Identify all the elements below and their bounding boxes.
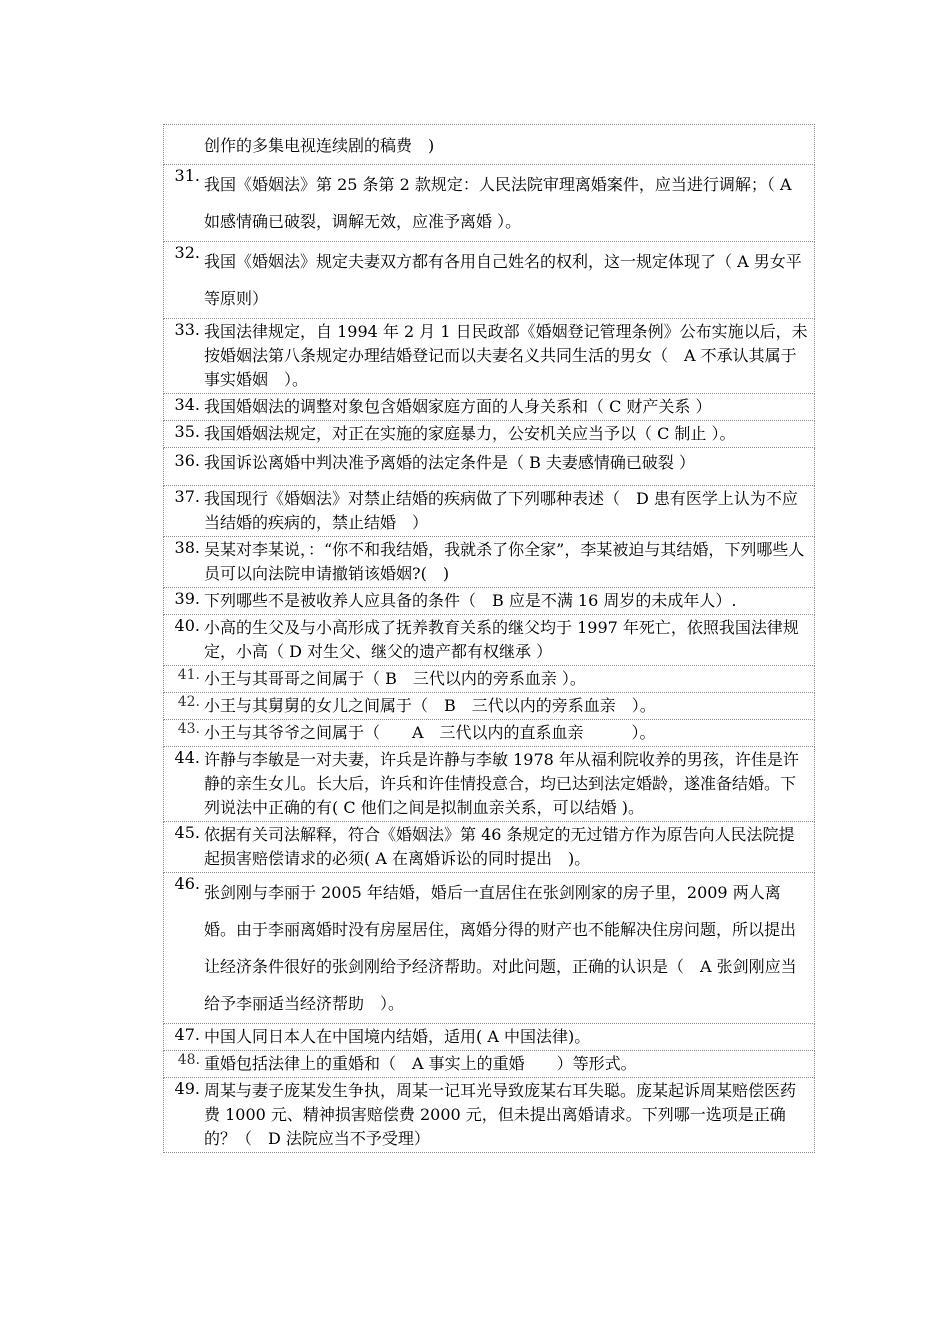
question-row — [164, 165, 815, 242]
question-number: 42. — [177, 694, 200, 710]
question-number: 49. — [174, 1079, 200, 1098]
question-cell — [164, 693, 815, 720]
question-cell — [164, 720, 815, 747]
question-cell — [164, 486, 815, 537]
question-cell — [164, 165, 815, 242]
question-number: 37. — [174, 487, 200, 506]
question-text: 我国《婚姻法》规定夫妻双方都有各用自己姓名的权利，这一规定体现了（ A 男女平等原则） — [204, 252, 802, 308]
question-number: 45. — [174, 823, 200, 842]
question-table — [163, 124, 815, 1153]
question-cell — [164, 319, 815, 394]
question-number: 33. — [174, 320, 200, 339]
question-cell — [164, 666, 815, 693]
question-text: 依据有关司法解释，符合《婚姻法》第 46 条规定的无过错方作为原告向人民法院提起损害赔偿请求的必须( A 在离婚诉讼的同时提出 )。 — [204, 825, 795, 868]
question-row — [164, 720, 815, 747]
question-number: 41. — [177, 667, 200, 683]
question-cell — [164, 421, 815, 448]
question-text: 我国诉讼离婚中判决准予离婚的法定条件是（ B 夫妻感情确已破裂 ） — [204, 453, 696, 472]
question-number: 43. — [177, 721, 200, 737]
question-text: 重婚包括法律上的重婚和（ A 事实上的重婚 ）等形式。 — [204, 1054, 637, 1073]
question-row — [164, 693, 815, 720]
question-cell — [164, 537, 815, 588]
question-number: 35. — [174, 422, 200, 441]
question-row — [164, 394, 815, 421]
question-text: 我国法律规定，自 1994 年 2 月 1 日民政部《婚姻登记管理条例》公布实施以后，未按婚姻法第八条规定办理结婚登记而以夫妻名义共同生活的男女（ A 不承认其属于事实婚姻 ）。 — [204, 322, 808, 389]
question-row — [164, 319, 815, 394]
question-cell — [164, 1024, 815, 1051]
question-cell — [164, 394, 815, 421]
question-number: 46. — [174, 874, 200, 893]
question-text: 小王与其爷爷之间属于（ A 三代以内的直系血亲 ）。 — [204, 723, 656, 742]
question-cell — [164, 125, 815, 165]
question-number: 34. — [174, 395, 200, 414]
question-text: 我国婚姻法规定，对正在实施的家庭暴力，公安机关应当予以（ C 制止 ）。 — [204, 424, 736, 443]
question-number: 38. — [174, 538, 200, 557]
question-cell — [164, 588, 815, 615]
question-number: 48. — [177, 1052, 200, 1068]
question-cell — [164, 873, 815, 1024]
question-row — [164, 486, 815, 537]
question-text: 我国《婚姻法》第 25 条第 2 款规定：人民法院审理离婚案件，应当进行调解；（ A 如感情确已破裂，调解无效，应准予离婚 ）。 — [204, 175, 792, 231]
question-row — [164, 448, 815, 486]
question-cell — [164, 448, 815, 486]
question-cell — [164, 822, 815, 873]
question-row — [164, 873, 815, 1024]
question-text: 我国婚姻法的调整对象包含婚姻家庭方面的人身关系和（ C 财产关系 ） — [204, 397, 712, 416]
question-cell — [164, 1078, 815, 1153]
question-row — [164, 125, 815, 165]
question-text: 张剑刚与李丽于 2005 年结婚，婚后一直居住在张剑刚家的房子里，2009 两人离婚。由于李丽离婚时没有房屋居住，离婚分得的财产也不能解决住房问题，所以提出让经济条件很好的张剑刚给予经济帮助。对此问题，正确的认识是（ A 张剑刚应当给予李丽适当经济帮助 ）。 — [204, 883, 797, 1013]
question-row — [164, 537, 815, 588]
question-text: 下列哪些不是被收养人应具备的条件（ B 应是不满 16 周岁的未成年人）. — [204, 591, 737, 610]
question-text: 小高的生父及与小高形成了抚养教育关系的继父均于 1997 年死亡，依照我国法律规定，小高（ D 对生父、继父的遗产都有权继承 ） — [204, 618, 799, 661]
question-row — [164, 747, 815, 822]
question-text: 许静与李敏是一对夫妻，许兵是许静与李敏 1978 年从福利院收养的男孩，许佳是许静的亲生女儿。长大后，许兵和许佳情投意合，均已达到法定婚龄，遂准备结婚。下列说法中正确的有( C 他们之间是拟制血亲关系，可以结婚 )。 — [204, 750, 799, 817]
question-row — [164, 822, 815, 873]
question-cell — [164, 1051, 815, 1078]
question-text: 中国人同日本人在中国境内结婚，适用( A 中国法律)。 — [204, 1027, 591, 1046]
question-row — [164, 242, 815, 319]
question-cell — [164, 747, 815, 822]
question-number: 47. — [174, 1025, 200, 1044]
question-text: 小王与其舅舅的女儿之间属于（ B 三代以内的旁系血亲 ）。 — [204, 696, 656, 715]
question-row — [164, 421, 815, 448]
question-text: 小王与其哥哥之间属于（ B 三代以内的旁系血亲 ）。 — [204, 669, 586, 688]
question-text: 创作的多集电视连续剧的稿费 ) — [204, 136, 435, 155]
question-number: 36. — [174, 451, 200, 470]
question-row — [164, 1051, 815, 1078]
question-text: 吴某对李某说，：“你不和我结婚，我就杀了你全家”，李某被迫与其结婚，下列哪些人员可以向法院申请撤销该婚姻?( ) — [204, 540, 805, 583]
question-row — [164, 1024, 815, 1051]
question-number: 40. — [174, 616, 200, 635]
question-number — [164, 127, 204, 164]
question-cell — [164, 615, 815, 666]
question-number: 31. — [174, 166, 200, 185]
question-number: 39. — [174, 589, 200, 608]
question-cell — [164, 242, 815, 319]
question-text: 周某与妻子庞某发生争执，周某一记耳光导致庞某右耳失聪。庞某起诉周某赔偿医药费 1000 元、精神损害赔偿费 2000 元，但未提出离婚请求。下列哪一选项是正确的？（ D 法院应当不予受理） — [204, 1081, 797, 1148]
question-number: 44. — [174, 748, 200, 767]
question-text: 我国现行《婚姻法》对禁止结婚的疾病做了下列哪种表述（ D 患有医学上认为不应当结婚的疾病的，禁止结婚 ） — [204, 489, 798, 532]
question-row — [164, 615, 815, 666]
question-row — [164, 666, 815, 693]
question-row — [164, 1078, 815, 1153]
question-row — [164, 588, 815, 615]
question-number: 32. — [174, 243, 200, 262]
